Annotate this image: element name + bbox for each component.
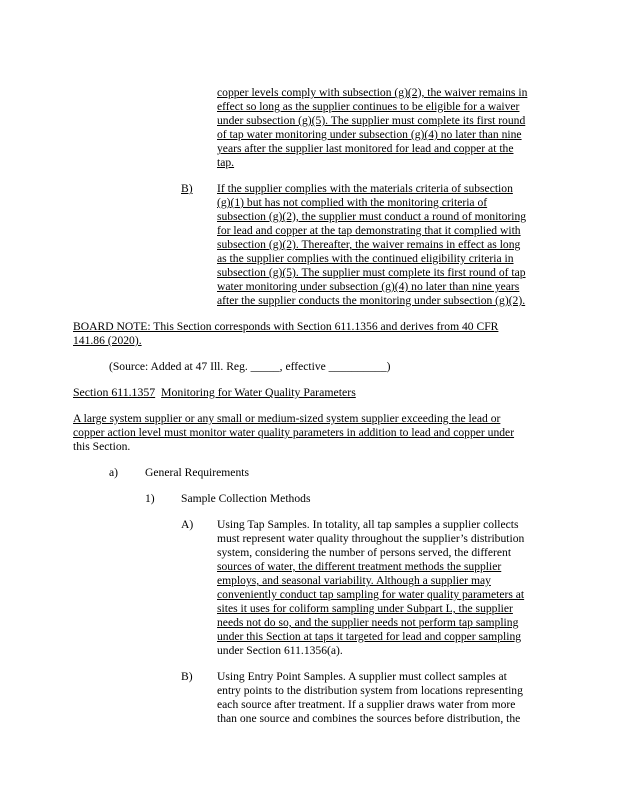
text-line: years after the supplier last monitored for lead and copper at the xyxy=(217,142,514,155)
text-line: after the supplier conducts the monitoring under subsection (g)(2). xyxy=(217,294,526,307)
text-line: entry points to the distribution system from locations representing xyxy=(217,684,523,697)
text-line: BOARD NOTE: This Section corresponds with Section 611.1356 and derives from 40 CFR xyxy=(73,320,499,333)
text-line: this Section. xyxy=(73,440,131,453)
text-line: under this Section at taps it targeted for lead and copper sampling xyxy=(217,630,522,643)
text-line: subsection (g)(5). The supplier must complete its first round of tap xyxy=(217,266,526,279)
source-note: (Source: Added at 47 Ill. Reg. _____, effective __________) xyxy=(109,360,391,373)
text-line: for lead and copper at the tap demonstrating that it complied with xyxy=(217,224,521,237)
text-line: sites it uses for coliform sampling under Subpart L, the supplier xyxy=(217,602,513,615)
text-line: as the supplier complies with the continued eligibility criteria in xyxy=(217,252,514,265)
paragraph-title: Sample Collection Methods xyxy=(181,492,311,505)
subsection-title: General Requirements xyxy=(145,466,249,479)
text-line: If the supplier complies with the materials criteria of subsection xyxy=(217,182,513,195)
text-line: subsection (g)(2), the supplier must conduct a round of monitoring xyxy=(217,210,527,223)
text-line: 141.86 (2020). xyxy=(73,334,142,347)
text-line: Using Entry Point Samples. A supplier must collect samples at xyxy=(217,670,507,683)
text-line: of tap water monitoring under subsection (g)(4) no later than nine xyxy=(217,128,522,141)
text-line: under Section 611.1356(a). xyxy=(217,644,343,657)
section-title: Monitoring for Water Quality Parameters xyxy=(161,385,356,399)
text-line: (g)(1) but has not complied with the monitoring criteria of xyxy=(217,196,488,209)
section-number: Section 611.1357 xyxy=(73,385,156,399)
text-line: system, considering the number of persons served, the different xyxy=(217,546,512,559)
text-line: must represent water quality throughout the supplier’s distribution xyxy=(217,532,525,545)
text-line: under subsection (g)(5). The supplier must complete its first round xyxy=(217,114,526,127)
text-line: conveniently conduct tap sampling for water quality parameters at xyxy=(217,588,525,601)
subsection-label: a) xyxy=(109,466,119,479)
text-line: water monitoring under subsection (g)(4) no later than nine years xyxy=(217,280,520,293)
text-line: subsection (g)(2). Thereafter, the waiver remains in effect as long xyxy=(217,238,521,251)
section-heading xyxy=(73,386,356,400)
paragraph-label: 1) xyxy=(145,492,155,505)
item-label: B) xyxy=(181,670,193,683)
text-line: each source after treatment. If a supplier draws water from more xyxy=(217,698,516,711)
text-line: employs, and seasonal variability. Although a supplier may xyxy=(217,574,491,587)
text-line: sources of water, the different treatment methods the supplier xyxy=(217,560,502,573)
item-label: A) xyxy=(181,518,194,531)
text-line: copper levels comply with subsection (g)(2), the waiver remains in xyxy=(217,86,528,99)
text-line: copper action level must monitor water quality parameters in addition to lead and copper under xyxy=(73,426,515,439)
item-label: B) xyxy=(181,182,193,195)
text-line: than one source and combines the sources before distribution, the xyxy=(217,712,521,725)
text-line: effect so long as the supplier continues to be eligible for a waiver xyxy=(217,100,520,113)
text-line: tap. xyxy=(217,156,235,169)
text-line: Using Tap Samples. In totality, all tap samples a supplier collects xyxy=(217,518,519,531)
text-line: needs not do so, and the supplier needs not perform tap sampling xyxy=(217,616,519,629)
text-line: A large system supplier or any small or medium-sized system supplier exceeding the lead or xyxy=(73,412,501,425)
